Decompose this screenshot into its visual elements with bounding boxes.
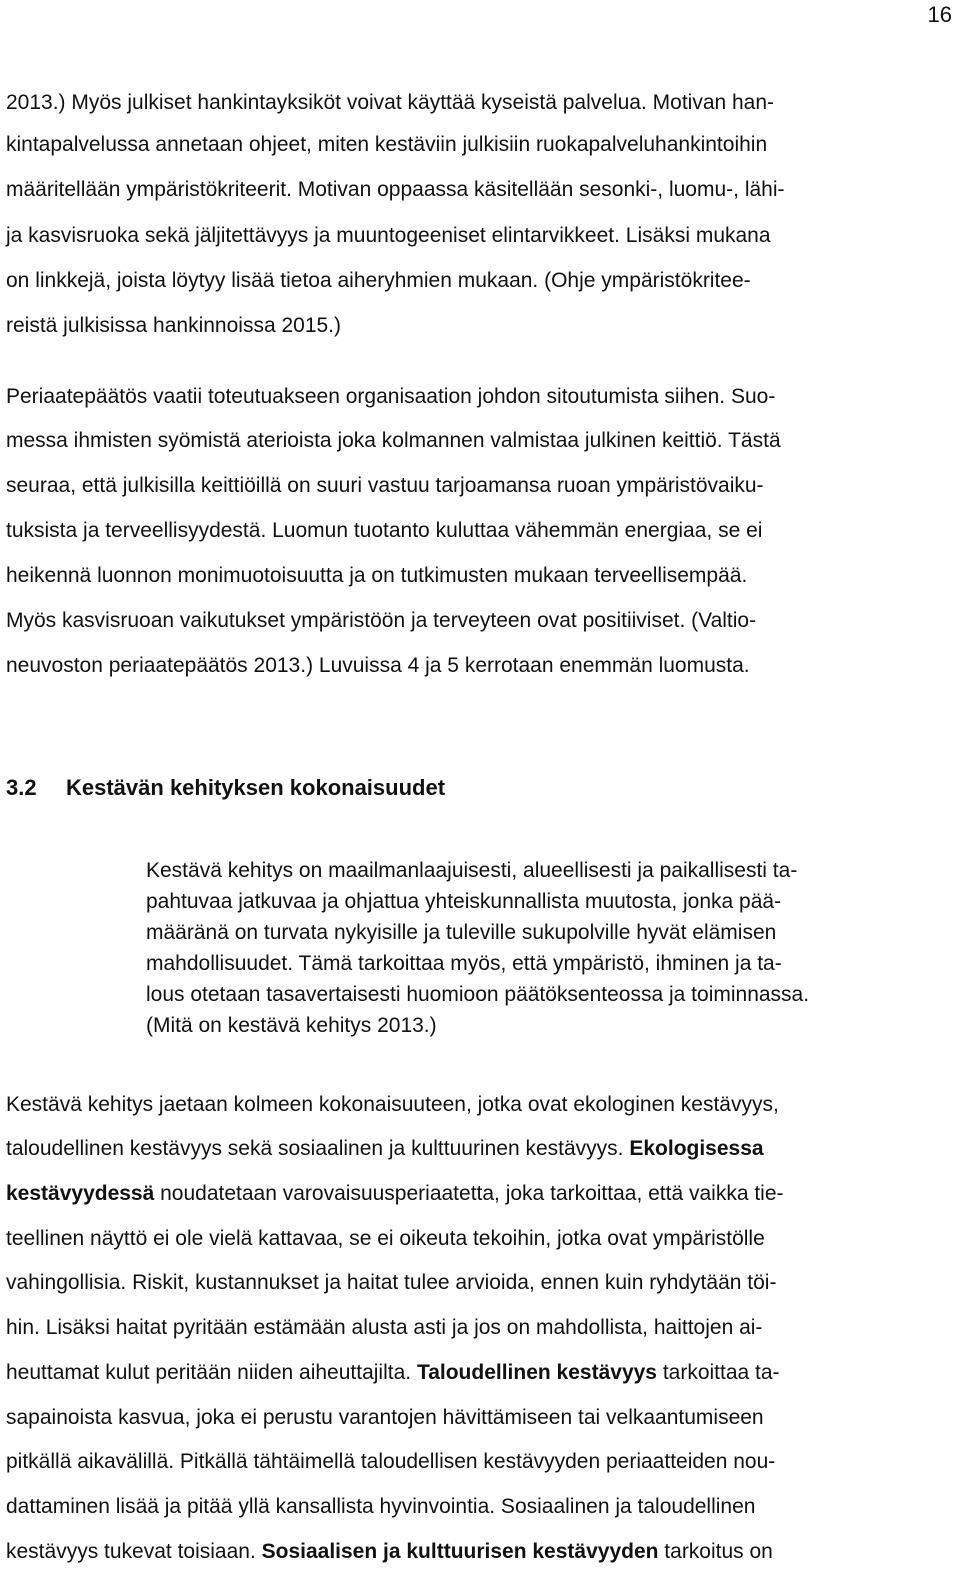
- text-line: Myös kasvisruoan vaikutukset ympäristöön ja terveyteen ovat positiiviset. (Valtio-: [6, 609, 757, 632]
- bold-term: Sosiaalisen ja kulttuurisen kestävyyden: [261, 1540, 659, 1563]
- text-line: kintapalvelussa annetaan ohjeet, miten kestäviin julkisiin ruokapalveluhankintoihin: [6, 133, 768, 156]
- text-span: tarkoitus on: [658, 1540, 773, 1563]
- text-span: heuttamat kulut peritään niiden aiheuttajilta.: [6, 1361, 417, 1384]
- text-line: [6, 1358, 780, 1388]
- text-line: hin. Lisäksi haitat pyritään estämään alusta asti ja jos on mahdollista, haittojen ai-: [6, 1316, 763, 1339]
- text-line: teellinen näyttö ei ole vielä kattavaa, se ei oikeuta tekoihin, jotka ovat ympäristölle: [6, 1227, 765, 1250]
- section-number: 3.2: [6, 775, 37, 800]
- text-line: 2013.) Myös julkiset hankintayksiköt voivat käyttää kyseistä palvelua. Motivan han-: [6, 91, 775, 114]
- text-line: sapainoista kasvua, joka ei perustu varantojen hävittämiseen tai velkaantumiseen: [6, 1406, 764, 1429]
- text-line: reistä julkisissa hankinnoissa 2015.): [6, 314, 342, 337]
- text-span: tarkoittaa ta-: [656, 1361, 780, 1384]
- text-line: dattaminen lisää ja pitää yllä kansallista hyvinvointia. Sosiaalinen ja taloudellinen: [6, 1495, 756, 1518]
- quote-line: mahdollisuudet. Tämä tarkoittaa myös, että ympäristö, ihminen ja ta-: [146, 952, 782, 975]
- text-line: vahingollisia. Riskit, kustannukset ja haitat tulee arvioida, ennen kuin ryhdytään töi-: [6, 1271, 777, 1294]
- quote-line: Kestävä kehitys on maailmanlaajuisesti, alueellisesti ja paikallisesti ta-: [146, 859, 798, 882]
- section-heading: [6, 773, 445, 803]
- bold-term: Ekologisessa: [629, 1137, 764, 1160]
- section-title: Kestävän kehityksen kokonaisuudet: [66, 775, 446, 800]
- page-number: 16: [927, 2, 952, 27]
- text-line: tuksista ja terveellisyydestä. Luomun tuotanto kuluttaa vähemmän energiaa, se ei: [6, 519, 763, 542]
- text-line: Kestävä kehitys jaetaan kolmeen kokonaisuuteen, jotka ovat ekologinen kestävyys,: [6, 1093, 779, 1116]
- text-line: neuvoston periaatepäätös 2013.) Luvuissa 4 ja 5 kerrotaan enemmän luomusta.: [6, 654, 750, 677]
- quote-line: pahtuvaa jatkuvaa ja ohjattua yhteiskunnallista muutosta, jonka pää-: [146, 890, 782, 913]
- text-line: ja kasvisruoka sekä jäljitettävyys ja muuntogeeniset elintarvikkeet. Lisäksi mukana: [6, 224, 771, 247]
- text-line: heikennä luonnon monimuotoisuutta ja on tutkimusten mukaan terveellisempää.: [6, 564, 748, 587]
- quote-line: (Mitä on kestävä kehitys 2013.): [146, 1014, 437, 1037]
- text-span: noudatetaan varovaisuusperiaatetta, joka tarkoittaa, että vaikka tie-: [154, 1182, 784, 1205]
- text-line: määritellään ympäristökriteerit. Motivan oppaassa käsitellään sesonki-, luomu-, lähi-: [6, 178, 785, 201]
- text-line: Periaatepäätös vaatii toteutuakseen organisaation johdon sitoutumista siihen. Suo-: [6, 385, 776, 408]
- text-line: [6, 1537, 773, 1567]
- quote-line: lous otetaan tasavertaisesti huomioon päätöksenteossa ja toiminnassa.: [146, 983, 810, 1006]
- bold-term: Taloudellinen kestävyys: [416, 1361, 657, 1384]
- text-line: [6, 1179, 784, 1209]
- quote-line: määränä on turvata nykyisille ja tuleville sukupolville hyvät elämisen: [146, 921, 777, 944]
- text-line: pitkällä aikavälillä. Pitkällä tähtäimellä taloudellisen kestävyyden periaatteiden nou-: [6, 1450, 776, 1473]
- text-line: messa ihmisten syömistä aterioista joka kolmannen valmistaa julkinen keittiö. Tästä: [6, 429, 781, 452]
- bold-term: kestävyydessä: [6, 1182, 155, 1205]
- text-line: [6, 1134, 764, 1164]
- text-span: kestävyys tukevat toisiaan.: [6, 1540, 262, 1563]
- text-line: seuraa, että julkisilla keittiöillä on suuri vastuu tarjoamansa ruoan ympäristövaiku-: [6, 474, 764, 497]
- text-line: on linkkejä, joista löytyy lisää tietoa aiheryhmien mukaan. (Ohje ympäristökritee-: [6, 269, 751, 292]
- text-span: taloudellinen kestävyys sekä sosiaalinen ja kulttuurinen kestävyys.: [6, 1137, 630, 1160]
